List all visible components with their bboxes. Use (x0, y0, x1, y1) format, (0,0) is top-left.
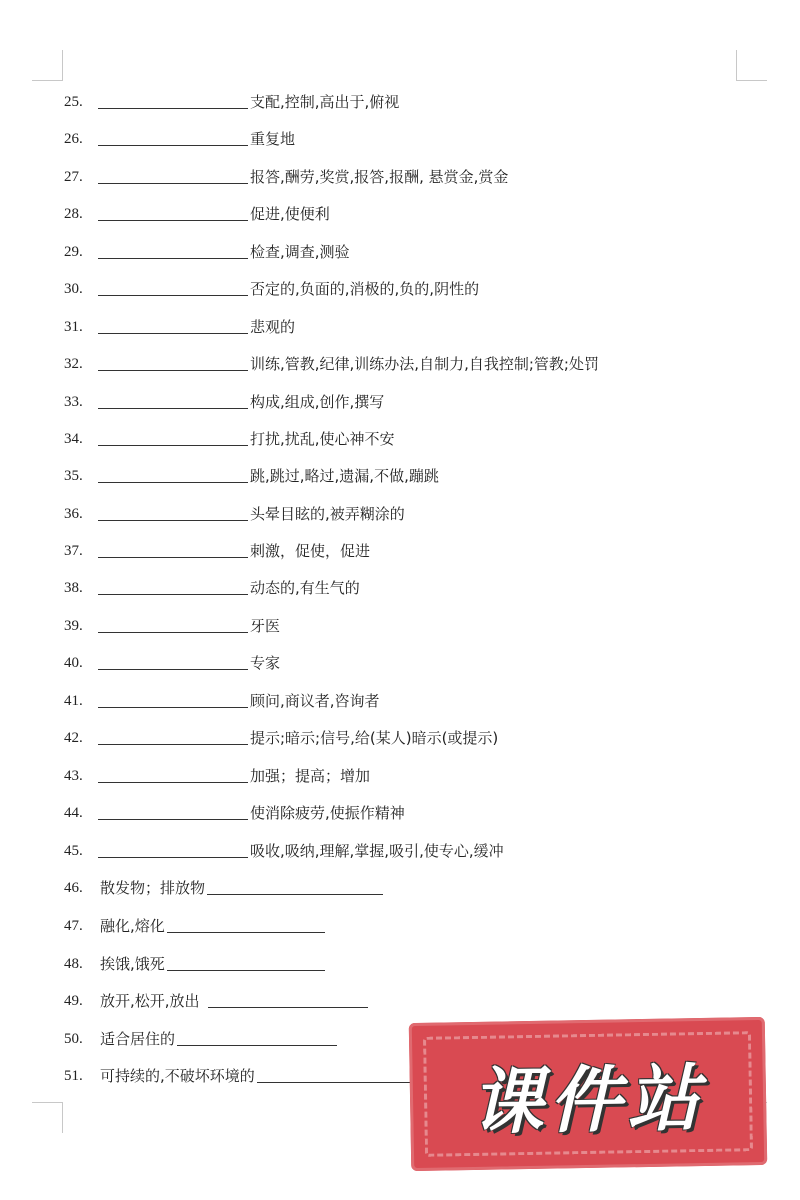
answer-blank[interactable] (98, 407, 248, 409)
vocab-item: 28. 促进,使便利 (64, 205, 330, 223)
vocab-item: 43. 加强；提高；增加 (64, 767, 371, 785)
answer-blank[interactable] (98, 369, 248, 371)
answer-blank[interactable] (98, 519, 248, 521)
vocab-item: 42. 提示;暗示;信号,给(某人)暗示(或提示) (64, 729, 499, 747)
vocab-item: 31. 悲观的 (64, 318, 296, 336)
answer-blank[interactable] (98, 781, 248, 783)
vocab-item: 41. 顾问,商议者,咨询者 (64, 692, 380, 710)
vocab-item: 37. 刺激，促使，促进 (64, 542, 371, 560)
vocab-item: 25. 支配,控制,高出于,俯视 (64, 93, 400, 111)
vocab-item: 49. 放开,松开,放出 (64, 987, 368, 1011)
vocab-item: 36. 头晕目眩的,被弄糊涂的 (64, 505, 405, 523)
vocab-item: 50. 适合居住的 (64, 1025, 337, 1049)
answer-blank[interactable] (98, 593, 248, 595)
vocab-item: 45. 吸收,吸纳,理解,掌握,吸引,使专心,缓冲 (64, 842, 504, 860)
answer-blank[interactable] (98, 332, 248, 334)
answer-blank[interactable] (208, 1006, 368, 1008)
answer-blank[interactable] (98, 257, 248, 259)
page-corner-mark (736, 50, 767, 81)
answer-blank[interactable] (98, 294, 248, 296)
vocab-item: 33. 构成,组成,创作,撰写 (64, 393, 385, 411)
vocab-item: 47. 融化,熔化 (64, 912, 325, 936)
answer-blank[interactable] (207, 893, 383, 895)
answer-blank[interactable] (98, 444, 248, 446)
vocab-item: 48. 挨饿,饿死 (64, 950, 325, 974)
answer-blank[interactable] (98, 556, 248, 558)
vocab-item: 30. 否定的,负面的,消极的,负的,阴性的 (64, 280, 480, 298)
answer-blank[interactable] (98, 107, 248, 109)
vocab-item: 44. 使消除疲劳,使振作精神 (64, 804, 405, 822)
watermark-stamp (409, 1017, 768, 1171)
answer-blank[interactable] (98, 668, 248, 670)
answer-blank[interactable] (167, 969, 325, 971)
page-corner-mark (32, 1102, 63, 1133)
vocab-item: 51. 可持续的,不破坏环境的 (64, 1062, 417, 1086)
vocab-item: 29. 检查,调查,测验 (64, 243, 350, 261)
vocab-item: 32. 训练,管教,纪律,训练办法,自制力,自我控制;管教;处罚 (64, 355, 599, 373)
vocab-item: 35. 跳,跳过,略过,遗漏,不做,蹦跳 (64, 467, 439, 485)
vocab-item: 34. 打扰,扰乱,使心神不安 (64, 430, 395, 448)
vocab-item: 46. 散发物；排放物 (64, 874, 383, 898)
answer-blank[interactable] (98, 481, 248, 483)
page-corner-mark (32, 50, 63, 81)
answer-blank[interactable] (98, 818, 248, 820)
stamp-text: 课件站 (470, 1055, 706, 1145)
answer-blank[interactable] (98, 182, 248, 184)
answer-blank[interactable] (177, 1044, 337, 1046)
vocab-item: 39. 牙医 (64, 617, 281, 635)
vocab-item: 38. 动态的,有生气的 (64, 579, 360, 597)
answer-blank[interactable] (98, 219, 248, 221)
answer-blank[interactable] (167, 931, 325, 933)
answer-blank[interactable] (98, 856, 248, 858)
vocab-item: 40. 专家 (64, 654, 281, 672)
vocab-item: 27. 报答,酬劳,奖赏,报答,报酬, 悬赏金,赏金 (64, 168, 509, 186)
answer-blank[interactable] (98, 706, 248, 708)
answer-blank[interactable] (98, 631, 248, 633)
answer-blank[interactable] (98, 144, 248, 146)
vocab-item: 26. 重复地 (64, 130, 296, 148)
answer-blank[interactable] (257, 1081, 417, 1083)
answer-blank[interactable] (98, 743, 248, 745)
